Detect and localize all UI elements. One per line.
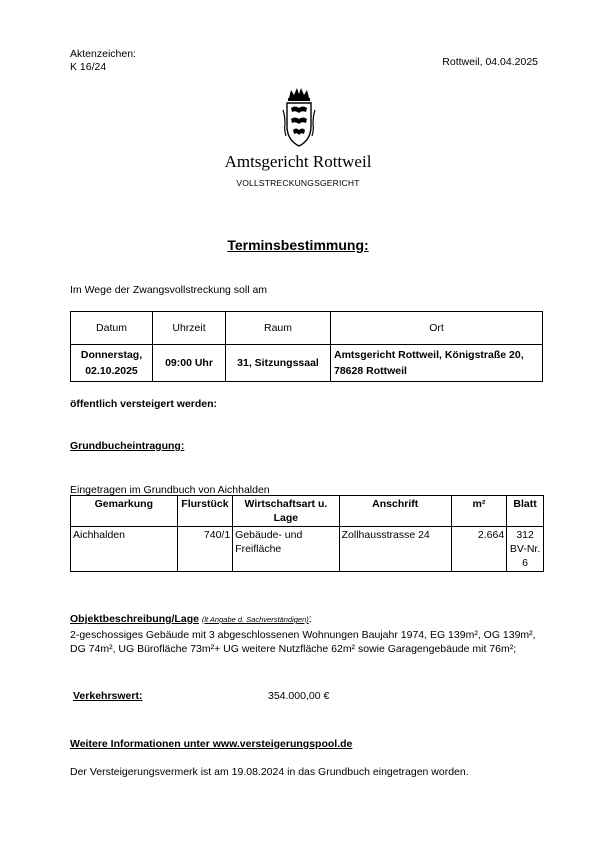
aktenzeichen-label: Aktenzeichen: xyxy=(70,48,136,60)
versteigerungsvermerk: Der Versteigerungsvermerk ist am 19.08.2024 in das Grundbuch eingetragen worden. xyxy=(70,766,469,778)
termin-row xyxy=(71,345,543,382)
place-date: Rottweil, 04.04.2025 xyxy=(442,56,538,68)
court-department: VOLLSTRECKUNGSGERICHT xyxy=(236,178,360,188)
objekt-heading-label: Objektbeschreibung/Lage xyxy=(70,613,199,625)
grundbuch-table xyxy=(70,495,544,572)
grundbuch-heading: Grundbucheintragung: xyxy=(70,440,185,452)
termin-header-row xyxy=(71,312,543,345)
cell-blatt: 312 BV-Nr. 6 xyxy=(507,527,544,572)
weitere-informationen: Weitere Informationen unter www.versteigerungspool.de xyxy=(70,738,353,750)
cell-flurstueck: 740/1 xyxy=(177,527,233,572)
table-row xyxy=(71,527,544,572)
objekt-description: 2-geschossiges Gebäude mit 3 abgeschlossenen Wohnungen Baujahr 1974, EG 139m², OG 139m², DG 74m², UG Bürofläche 73m²+ UG weitere Nutzfläche 62m² sowie Garagengebäude mit 76m²; xyxy=(70,629,536,655)
document-title: Terminsbestimmung: xyxy=(227,237,369,253)
header-datum: Datum xyxy=(71,312,153,345)
termin-raum: 31, Sitzungssaal xyxy=(226,345,331,382)
baden-wuerttemberg-coat-of-arms-icon xyxy=(282,86,316,148)
verkehrswert-label: Verkehrswert: xyxy=(73,690,143,702)
header-uhrzeit: Uhrzeit xyxy=(153,312,226,345)
cell-wirtschaftsart: Gebäude- und Freifläche xyxy=(233,527,339,572)
grundbuch-header-row xyxy=(71,496,544,527)
termin-date: 02.10.2025 xyxy=(85,365,138,377)
intro-text: Im Wege der Zwangsvollstreckung soll am xyxy=(70,284,268,296)
objekt-heading xyxy=(70,613,312,625)
header-wirtschaftsart: Wirtschaftsart u. Lage xyxy=(233,496,339,527)
termin-table xyxy=(70,311,543,382)
eingetragen-text: Eingetragen im Grundbuch von Aichhalden xyxy=(70,484,270,496)
aktenzeichen xyxy=(70,48,136,74)
termin-weekday: Donnerstag, xyxy=(80,349,143,361)
termin-datum xyxy=(71,345,153,382)
termin-uhrzeit: 09:00 Uhr xyxy=(153,345,226,382)
cell-anschrift: Zollhausstrasse 24 xyxy=(339,527,451,572)
header-raum: Raum xyxy=(226,312,331,345)
cell-gemarkung: Aichhalden xyxy=(71,527,178,572)
header-m2: m² xyxy=(451,496,506,527)
aktenzeichen-value: K 16/24 xyxy=(70,61,107,73)
header-anschrift: Anschrift xyxy=(339,496,451,527)
header-ort: Ort xyxy=(331,312,543,345)
termin-ort: Amtsgericht Rottweil, Königstraße 20, 78628 Rottweil xyxy=(331,345,543,382)
header-flurstueck: Flurstück xyxy=(177,496,233,527)
court-name: Amtsgericht Rottweil xyxy=(224,152,372,171)
header-gemarkung: Gemarkung xyxy=(71,496,178,527)
verkehrswert-value: 354.000,00 € xyxy=(268,690,330,702)
objekt-heading-note: (lt Angabe d. Sachverständigen) xyxy=(201,615,309,624)
cell-m2: 2.664 xyxy=(451,527,506,572)
header-blatt: Blatt xyxy=(507,496,544,527)
objekt-heading-suffix: : xyxy=(308,613,312,625)
versteigert-text: öffentlich versteigert werden: xyxy=(70,398,218,410)
